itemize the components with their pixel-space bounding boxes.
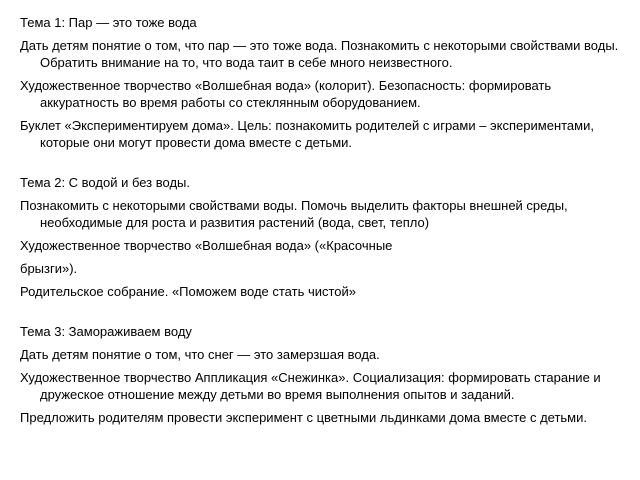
topic-1-title: Тема 1: Пар — это тоже вода: [20, 15, 197, 30]
topic-1-paragraph-3: Буклет «Экспериментируем дома». Цель: познакомить родителей с играми – экспериментами, которые они могут провести дома вместе с детьми.: [20, 118, 594, 150]
section-spacer: [20, 157, 620, 174]
topic-3-paragraph-3: Предложить родителям провести эксперимент с цветными льдинками дома вместе с детьми.: [20, 410, 587, 425]
topic-2-paragraph-3: брызги»).: [20, 261, 78, 276]
document-body: [20, 14, 620, 432]
topic-2-paragraph-4: Родительское собрание. «Поможем воде стать чистой»: [20, 284, 357, 299]
topic-1-paragraph-1: Дать детям понятие о том, что пар — это тоже вода. Познакомить с некоторыми свойствами воды. Обратить внимание на то, что вода таит в себе много неизвестного.: [20, 38, 619, 70]
topic-2-paragraph-2: Художественное творчество «Волшебная вода» («Красочные: [20, 238, 393, 253]
topic-3-title: Тема 3: Замораживаем воду: [20, 324, 192, 339]
topic-3-paragraph-1: Дать детям понятие о том, что снег — это замерзшая вода.: [20, 347, 380, 362]
topic-1-paragraph-2: Художественное творчество «Волшебная вода» (колорит). Безопасность: формировать аккуратность во время работы со стеклянным оборудованием.: [20, 78, 552, 110]
topic-3-paragraph-2: Художественное творчество Аппликация «Снежинка». Социализация: формировать старание и дружеское отношение между детьми во время выполнения опытов и заданий.: [20, 370, 601, 402]
section-spacer: [20, 306, 620, 323]
topic-2-title: Тема 2: С водой и без воды.: [20, 175, 191, 190]
topic-2-paragraph-1: Познакомить с некоторыми свойствами воды. Помочь выделить факторы внешней среды, необходимые для роста и развития растений (вода, свет, тепло): [20, 198, 568, 230]
